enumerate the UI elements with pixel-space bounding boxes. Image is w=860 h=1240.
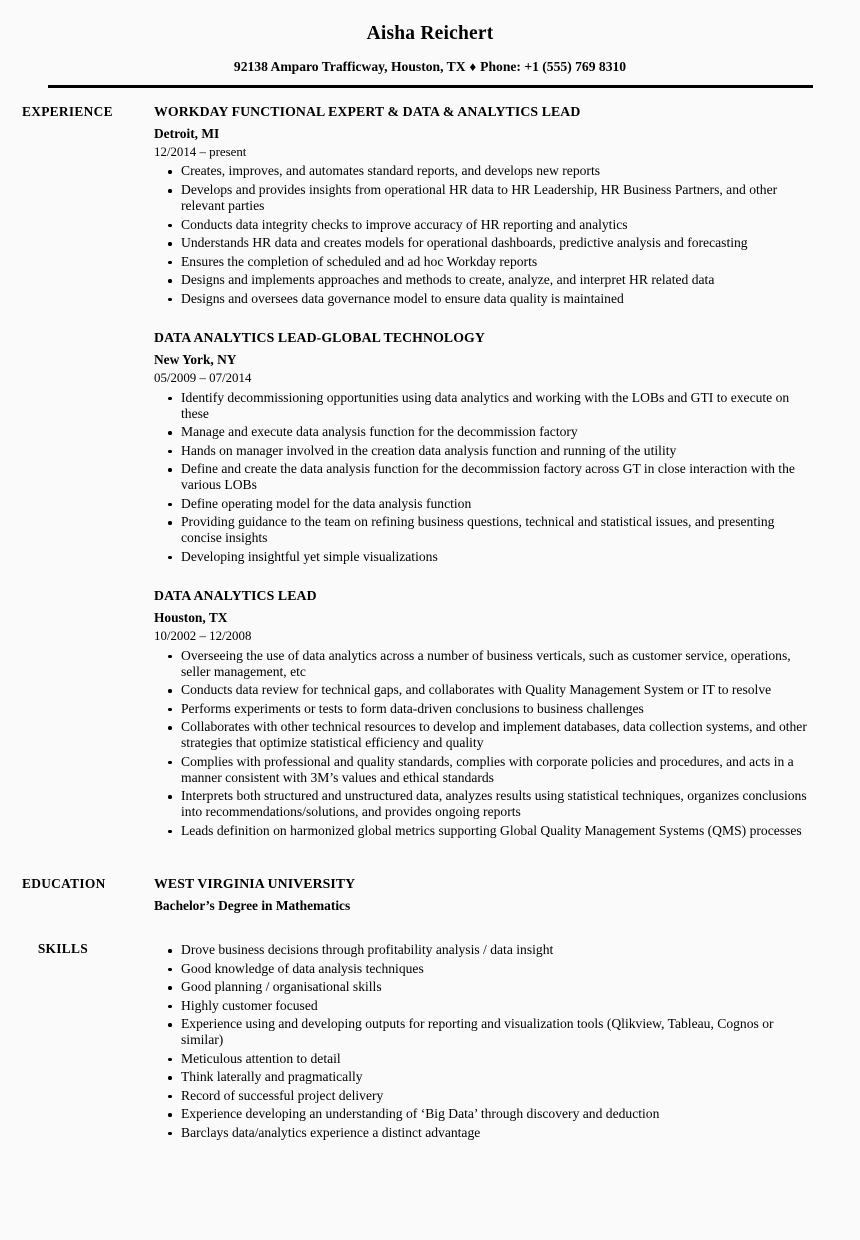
education-entries bbox=[88, 875, 860, 915]
job-location: Houston, TX bbox=[154, 609, 228, 625]
list-item: Interprets both structured and unstructured data, analyzes results using statistical techniques, organizes conclusions into recommendations/solutions, and provides ongoing reports bbox=[154, 788, 812, 820]
list-item: Meticulous attention to detail bbox=[154, 1051, 812, 1067]
section-skills bbox=[0, 940, 860, 1141]
skills-entries bbox=[88, 940, 860, 1141]
job-dates: 05/2009 – 07/2014 bbox=[154, 370, 252, 385]
resume-header bbox=[0, 0, 860, 88]
list-item: Think laterally and pragmatically bbox=[154, 1069, 812, 1085]
resume-body bbox=[0, 103, 860, 1141]
section-label-education: EDUCATION bbox=[22, 875, 106, 891]
list-item: Creates, improves, and automates standard reports, and develops new reports bbox=[154, 163, 812, 179]
list-item: Drove business decisions through profitability analysis / data insight bbox=[154, 942, 812, 958]
list-item: Designs and oversees data governance model to ensure data quality is maintained bbox=[154, 291, 812, 307]
list-item: Understands HR data and creates models for operational dashboards, predictive analysis and forecasting bbox=[154, 235, 812, 251]
list-item: Performs experiments or tests to form data-driven conclusions to business challenges bbox=[154, 701, 812, 717]
job-dates: 12/2014 – present bbox=[154, 144, 247, 159]
list-item: Conducts data integrity checks to improve accuracy of HR reporting and analytics bbox=[154, 217, 812, 233]
list-item: Define operating model for the data analysis function bbox=[154, 496, 812, 512]
experience-entry bbox=[154, 329, 812, 565]
list-item: Record of successful project delivery bbox=[154, 1088, 812, 1104]
section-education bbox=[0, 875, 860, 915]
job-dates: 10/2002 – 12/2008 bbox=[154, 628, 252, 643]
section-label-experience: EXPERIENCE bbox=[22, 103, 113, 119]
experience-entry bbox=[154, 103, 812, 307]
diamond-separator-icon: ♦ bbox=[469, 59, 477, 75]
section-experience bbox=[0, 103, 860, 839]
list-item: Ensures the completion of scheduled and ad hoc Workday reports bbox=[154, 254, 812, 270]
list-item: Good planning / organisational skills bbox=[154, 979, 812, 995]
job-responsibilities bbox=[154, 163, 812, 306]
list-item: Develops and provides insights from operational HR data to HR Leadership, HR Business Partners, and other relevant parties bbox=[154, 182, 812, 214]
list-item: Complies with professional and quality standards, complies with corporate policies and procedures, and acts in a manner consistent with 3M’s values and ethical standards bbox=[154, 754, 812, 786]
skills-list bbox=[154, 942, 812, 1141]
job-title: WORKDAY FUNCTIONAL EXPERT & DATA & ANALYTICS LEAD bbox=[154, 103, 581, 119]
contact-address: 92138 Amparo Trafficway, Houston, TX bbox=[233, 59, 466, 75]
education-school: WEST VIRGINIA UNIVERSITY bbox=[154, 875, 356, 891]
list-item: Define and create the data analysis function for the decommission factory across GT in close interaction with the various LOBs bbox=[154, 461, 812, 493]
job-location: New York, NY bbox=[154, 351, 237, 367]
list-item: Identify decommissioning opportunities using data analytics and working with the LOBs and GTI to execute on these bbox=[154, 390, 812, 422]
experience-entries bbox=[88, 103, 860, 839]
section-label-skills: SKILLS bbox=[37, 940, 88, 956]
job-responsibilities bbox=[154, 648, 812, 839]
list-item: Hands on manager involved in the creation data analysis function and running of the utility bbox=[154, 443, 812, 459]
list-item: Designs and implements approaches and methods to create, analyze, and interpret HR related data bbox=[154, 272, 812, 288]
list-item: Manage and execute data analysis function for the decommission factory bbox=[154, 424, 812, 440]
list-item: Highly customer focused bbox=[154, 998, 812, 1014]
contact-line bbox=[0, 59, 860, 75]
job-title: DATA ANALYTICS LEAD bbox=[154, 587, 317, 603]
job-location: Detroit, MI bbox=[154, 125, 220, 141]
candidate-name: Aisha Reichert bbox=[366, 23, 494, 44]
list-item: Conducts data review for technical gaps, and collaborates with Quality Management System or IT to resolve bbox=[154, 682, 812, 698]
list-item: Developing insightful yet simple visualizations bbox=[154, 549, 812, 565]
list-item: Collaborates with other technical resources to develop and implement databases, data collection systems, and other strategies that optimize statistical efficiency and quality bbox=[154, 719, 812, 751]
job-title: DATA ANALYTICS LEAD-GLOBAL TECHNOLOGY bbox=[154, 329, 485, 345]
list-item: Overseeing the use of data analytics across a number of business verticals, such as customer service, operations, seller management, etc bbox=[154, 648, 812, 680]
list-item: Experience developing an understanding of ‘Big Data’ through discovery and deduction bbox=[154, 1106, 812, 1122]
header-divider bbox=[48, 85, 813, 88]
list-item: Barclays data/analytics experience a distinct advantage bbox=[154, 1125, 812, 1141]
contact-phone: Phone: +1 (555) 769 8310 bbox=[480, 59, 627, 75]
list-item: Leads definition on harmonized global metrics supporting Global Quality Management Systems (QMS) processes bbox=[154, 823, 812, 839]
list-item: Providing guidance to the team on refining business questions, technical and statistical issues, and presenting concise insights bbox=[154, 514, 812, 546]
list-item: Experience using and developing outputs for reporting and visualization tools (Qlikview, Tableau, Cognos or similar) bbox=[154, 1016, 812, 1048]
education-degree: Bachelor’s Degree in Mathematics bbox=[154, 897, 351, 913]
list-item: Good knowledge of data analysis techniques bbox=[154, 961, 812, 977]
experience-entry bbox=[154, 587, 812, 839]
job-responsibilities bbox=[154, 390, 812, 565]
